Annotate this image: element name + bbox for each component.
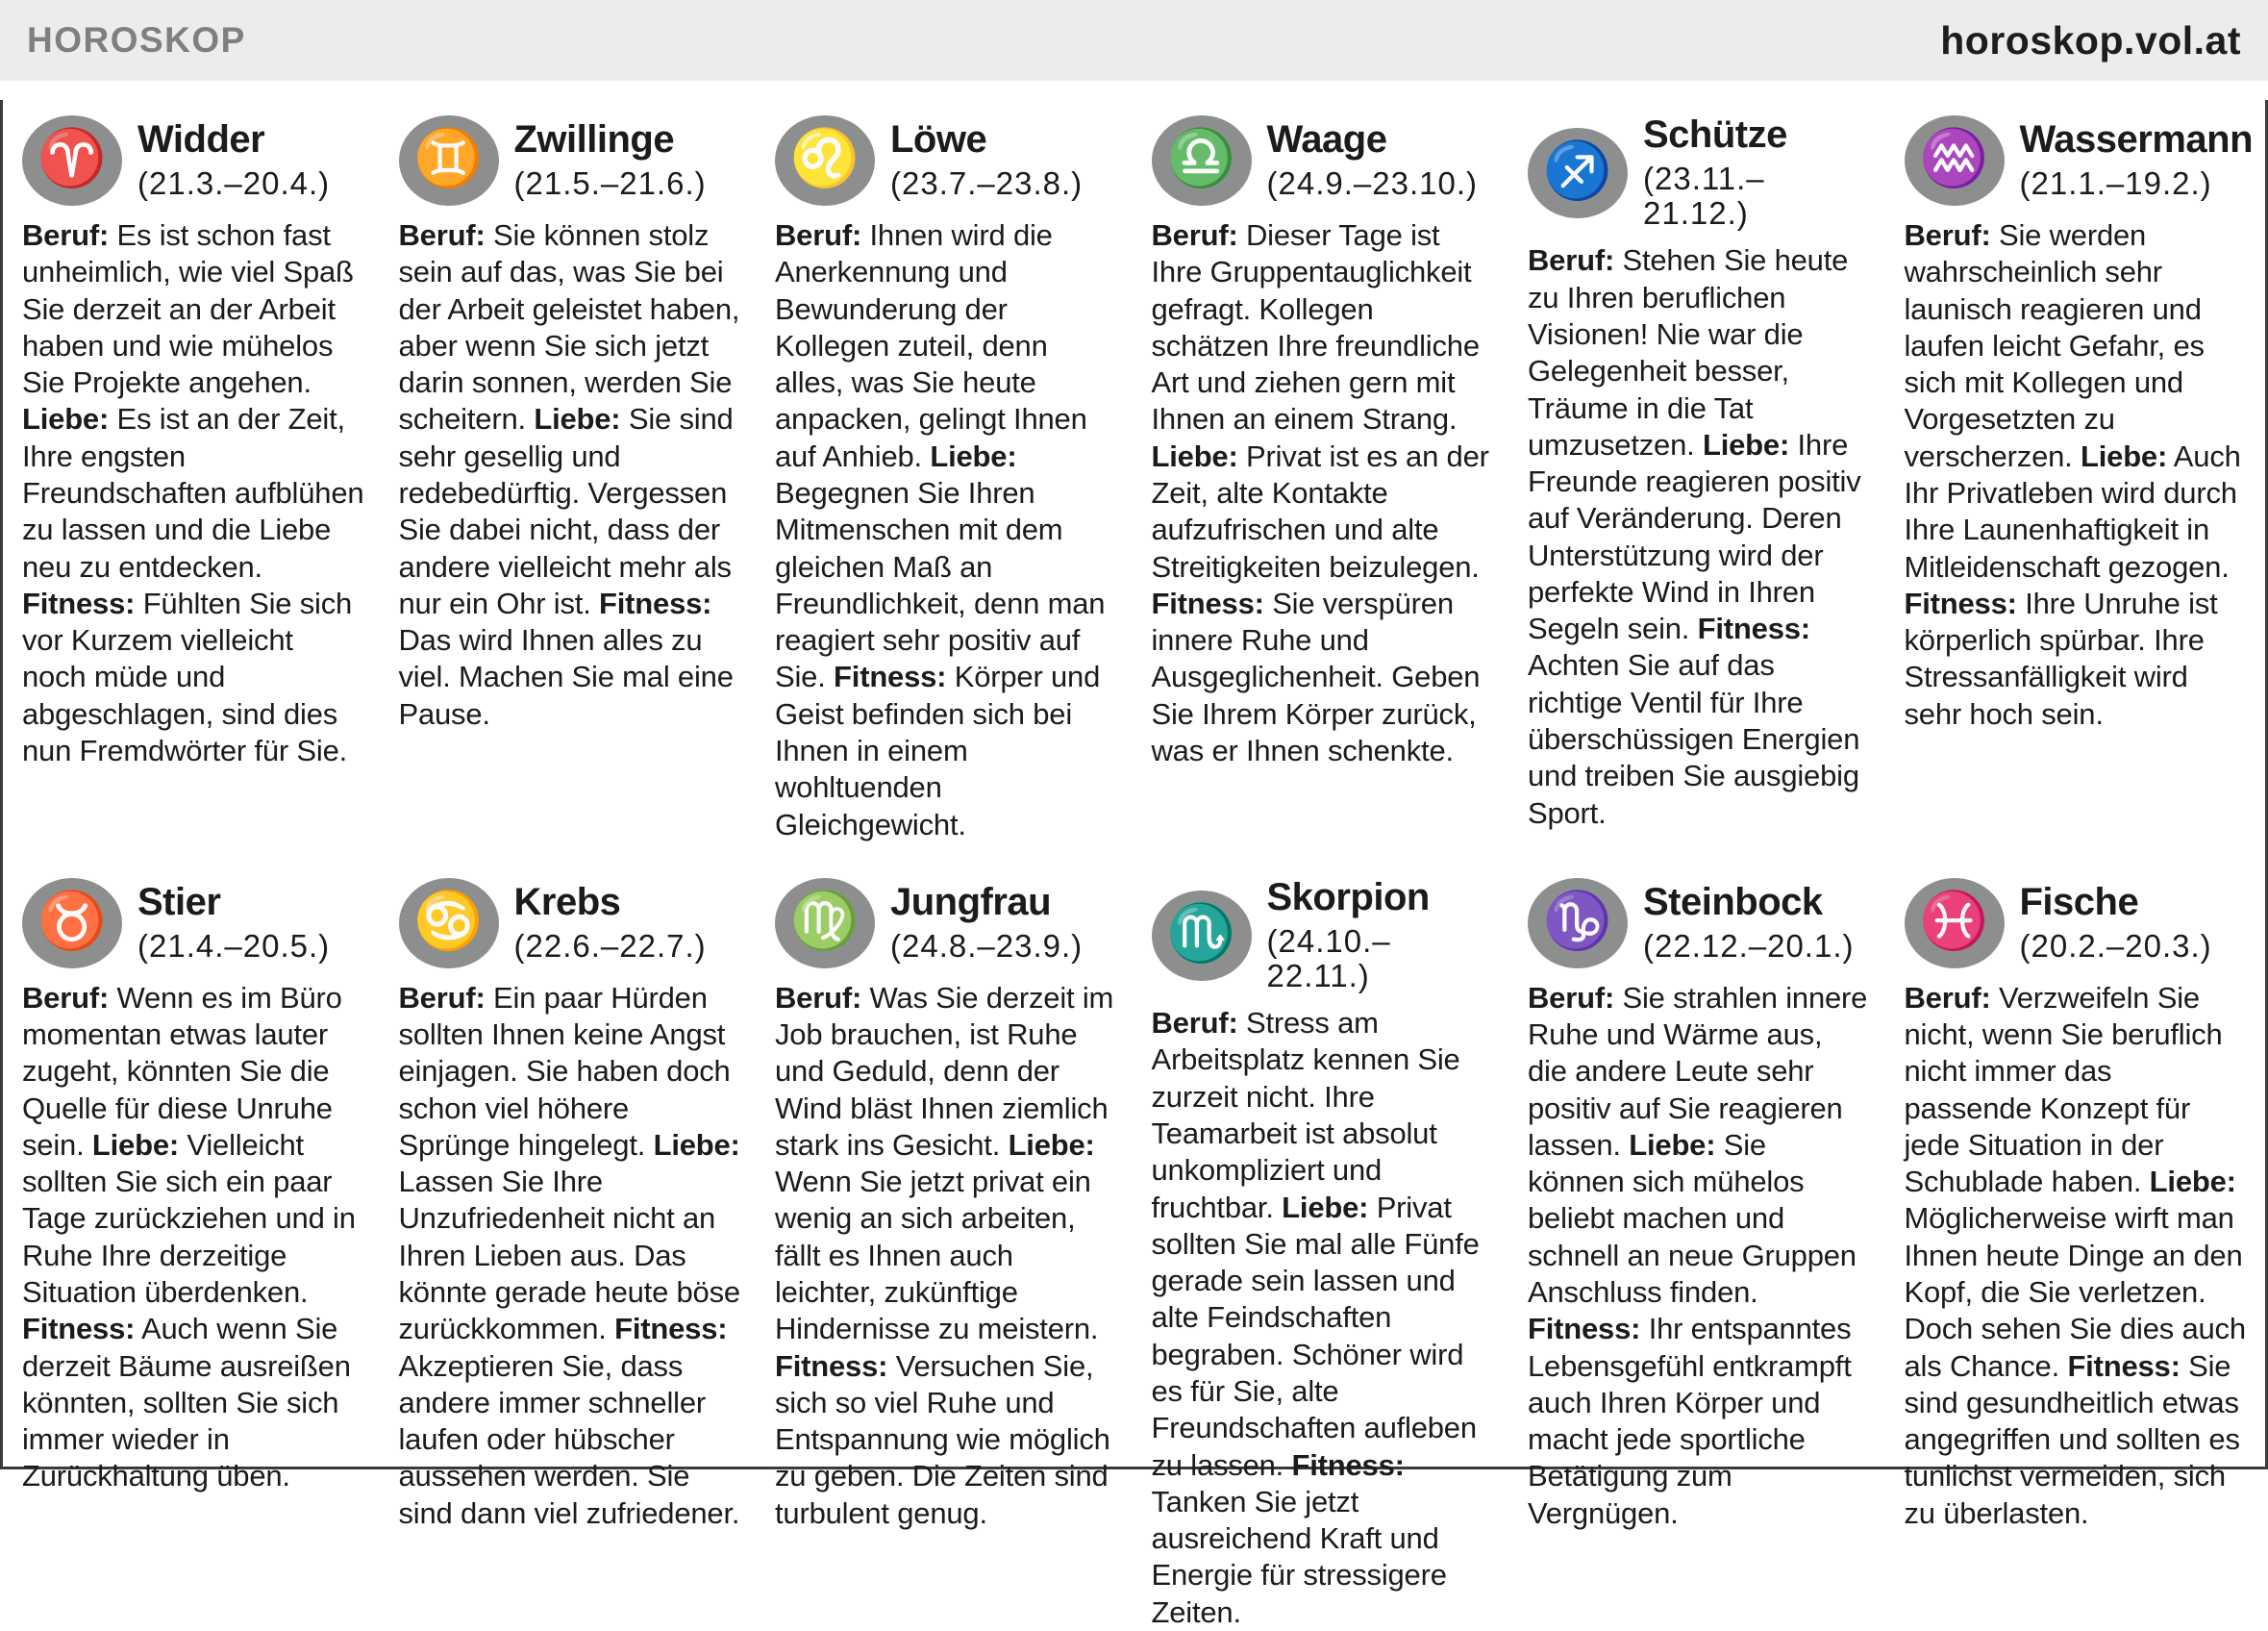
virgo-maiden-icon [775,878,875,968]
sign-name: Jungfrau [890,880,1052,923]
fitness-text: Fühlten Sie sich vor Kurzem vielleicht noch müde und abgeschlagen, sind dies nun Fremdwörter für Sie. [22,586,353,767]
page-title: HOROSKOP [27,20,246,60]
aquarius-water-bearer-icon [1905,115,2005,206]
sign-date-range: (21.5.–21.6.) [513,164,707,201]
sign-horoscope-text [775,217,1117,843]
fitness-text: Ihre Unruhe ist körperlich spürbar. Ihre Stressanfälligkeit wird sehr hoch sein. [1904,586,2218,731]
liebe-text: Vielleicht sollten Sie sich ein paar Tage zurückziehen und in Ruhe Ihre derzeitige Situation überdenken. [22,1127,356,1310]
sign-horoscope-text [399,217,741,733]
zodiac-icon-glyph: ♒ [1919,127,1989,189]
beruf-label: Beruf: [22,218,110,252]
capricorn-goat-icon [1528,878,1628,968]
sign-date-range: (21.1.–19.2.) [2019,164,2212,201]
fitness-label: Fitness: [834,660,947,694]
sign-card-header [775,878,1117,968]
sign-title-block [137,117,331,201]
sign-title-block [513,880,707,964]
leo-lion-icon [775,115,875,206]
fitness-label: Fitness: [22,1312,136,1346]
fitness-label: Fitness: [775,1348,888,1383]
liebe-text: Begegnen Sie Ihren Mitmenschen mit dem gleichen Maß an Freundlichkeit, denn man reagiert sehr positiv auf Sie. [775,475,1106,694]
beruf-label: Beruf: [775,218,862,252]
sign-name: Waage [1266,117,1387,161]
sign-name: Widder [137,117,265,161]
fitness-label: Fitness: [614,1312,728,1346]
sign-title-block [890,117,1084,201]
liebe-text: Sie können sich mühelos beliebt machen und schnell an neue Gruppen Anschluss finden. [1528,1127,1857,1310]
zodiac-icon-glyph: ♓ [1919,889,1989,952]
sign-horoscope-text [399,980,741,1532]
sign-date-range: (21.4.–20.5.) [137,927,331,964]
beruf-label: Beruf: [1904,980,1991,1015]
sign-card-fische [1905,878,2247,1631]
fitness-label: Fitness: [1151,586,1264,620]
sign-title-block [1643,115,1870,231]
sign-date-range: (24.8.–23.9.) [890,927,1084,964]
sign-card-header [22,115,364,206]
scorpio-scorpion-icon [1152,891,1252,981]
sign-card-header [1905,115,2253,206]
zodiac-icon-glyph: ♑ [1542,889,1613,952]
sign-card-header [1528,878,1870,968]
liebe-label: Liebe: [653,1127,740,1162]
sign-card-skorpion [1151,875,1494,1631]
sign-title-block [1266,117,1478,201]
fitness-text: Sie sind gesundheitlich etwas angegriffen und sollten es tunlichst vermeiden, sich zu überlasten. [1904,1348,2240,1530]
fitness-text: Körper und Geist befinden sich bei Ihnen in einem wohltuenden Gleichgewicht. [775,660,1101,841]
sign-title-block [1266,875,1494,993]
fitness-label: Fitness: [2067,1348,2181,1383]
beruf-label: Beruf: [1904,218,1991,252]
fitness-text: Auch wenn Sie derzeit Bäume ausreißen könnten, sollten Sie sich immer wieder in Zurückhaltung üben. [22,1312,351,1493]
beruf-text: Verzweifeln Sie nicht, wenn Sie beruflich nicht immer das passende Konzept für jede Situation in der Schublade haben. [1904,980,2223,1199]
fitness-label: Fitness: [1904,586,2017,620]
zodiac-icon-glyph: ♍ [789,889,860,952]
sign-date-range: (23.11.–21.12.) [1643,160,1765,232]
sign-horoscope-text [1152,1005,1494,1631]
sign-card-header [1152,875,1494,993]
sign-card-header [1905,878,2247,968]
beruf-label: Beruf: [1528,980,1615,1015]
content-frame [0,100,2268,1629]
liebe-text: Ihre Freunde reagieren positiv auf Veränderung. Deren Unterstützung wird der perfekte Wind in Ihren Segeln sein. [1528,427,1861,646]
sign-horoscope-text [1905,217,2247,733]
sign-card-waage [1152,115,1494,843]
sign-card-schuetze [1528,115,1870,843]
fitness-text: Akzeptieren Sie, dass andere immer schneller laufen oder hübscher aussehen werden. Sie sind dann viel zufriedener. [398,1348,740,1530]
sign-name: Stier [137,880,221,923]
liebe-text: Sie sind sehr gesellig und redebedürftig. Vergessen Sie dabei nicht, dass der andere vielleicht mehr als nur ein Ohr ist. [398,402,734,620]
fitness-label: Fitness: [1697,612,1810,646]
sign-name: Zwillinge [513,117,675,161]
sign-card-jungfrau [775,878,1117,1631]
beruf-text: Es ist schon fast unheimlich, wie viel Spaß Sie derzeit an der Arbeit haben und wie mühelos Sie Projekte angehen. [22,218,354,400]
zodiac-icon-glyph: ♈ [37,127,108,189]
beruf-label: Beruf: [1151,1006,1238,1041]
fitness-text: Versuchen Sie, sich so viel Ruhe und Entspannung wie möglich zu geben. Die Zeiten sind turbulent genug. [775,1348,1110,1530]
liebe-label: Liebe: [22,402,110,437]
fitness-text: Tanken Sie jetzt ausreichend Kraft und Energie für stressigere Zeiten. [1151,1484,1447,1629]
sign-name: Schütze [1643,113,1787,156]
sign-title-block [2019,117,2253,201]
fitness-label: Fitness: [22,586,136,620]
zodiac-icon-glyph: ♎ [1166,127,1236,189]
fitness-label: Fitness: [1528,1312,1641,1346]
sign-card-header [399,878,741,968]
signs-grid [22,113,2253,1631]
fitness-label: Fitness: [1291,1447,1405,1482]
sign-date-range: (24.9.–23.10.) [1266,164,1478,201]
site-url-text: horoskop.vol.at [1940,17,2241,63]
zodiac-icon-glyph: ♌ [789,127,860,189]
sign-horoscope-text [1905,980,2247,1532]
sign-card-header [399,115,741,206]
zodiac-icon-glyph: ♊ [413,127,484,189]
beruf-text: Ihnen wird die Anerkennung und Bewunderung der Kollegen zuteil, denn alles, was Sie heute anpacken, gelingt Ihnen auf Anhieb. [775,218,1087,473]
sign-card-steinbock [1528,878,1870,1631]
beruf-text: Sie können stolz sein auf das, was Sie bei der Arbeit geleistet haben, aber wenn Sie sich jetzt darin sonnen, werden Sie scheitern. [398,218,740,437]
beruf-label: Beruf: [22,980,110,1015]
beruf-text: Stress am Arbeitsplatz kennen Sie zurzeit nicht. Ihre Teamarbeit ist absolut unkompliziert und fruchtbar. [1151,1006,1460,1224]
beruf-label: Beruf: [1528,243,1615,278]
liebe-label: Liebe: [2149,1165,2236,1199]
liebe-label: Liebe: [1282,1190,1369,1224]
sign-title-block [513,117,707,201]
masthead [0,0,2268,81]
liebe-text: Es ist an der Zeit, Ihre engsten Freundschaften aufblühen zu lassen und die Liebe neu zu entdecken. [22,402,364,584]
liebe-text: Lassen Sie Ihre Unzufriedenheit nicht an Ihren Lieben aus. Das könnte gerade heute böse zurückkommen. [398,1165,740,1346]
sign-card-stier [22,878,364,1631]
sign-card-wassermann [1904,115,2253,843]
liebe-text: Auch Ihr Privatleben wird durch Ihre Launenhaftigkeit in Mitleidenschaft gezogen. [1904,439,2241,584]
sign-name: Skorpion [1266,875,1430,918]
sign-date-range: (21.3.–20.4.) [137,164,331,201]
sign-horoscope-text [1152,217,1494,769]
fitness-text: Ihr entspanntes Lebensgefühl entkrampft auch Ihren Körper und macht jede sportliche Betätigung zum Vergnügen. [1528,1312,1852,1530]
liebe-label: Liebe: [1151,439,1238,473]
sign-horoscope-text [775,980,1117,1532]
liebe-label: Liebe: [1702,427,1790,462]
beruf-label: Beruf: [398,218,486,252]
beruf-label: Beruf: [775,980,862,1015]
beruf-label: Beruf: [398,980,486,1015]
liebe-label: Liebe: [1629,1127,1716,1162]
beruf-text: Dieser Tage ist Ihre Gruppentauglichkeit gefragt. Kollegen schätzen Ihre freundliche Art und ziehen gern mit Ihnen an einem Strang. [1151,218,1480,437]
zodiac-icon-glyph: ♉ [37,889,108,952]
zodiac-icon-glyph: ♐ [1542,139,1613,203]
sign-name: Krebs [513,880,621,923]
aries-ram-icon [22,115,122,206]
liebe-label: Liebe: [91,1127,179,1162]
sign-card-zwillinge [399,115,741,843]
sign-card-widder [22,115,364,843]
taurus-bull-icon [22,878,122,968]
sign-date-range: (23.7.–23.8.) [890,164,1084,201]
sign-name: Fische [2019,880,2139,923]
liebe-label: Liebe: [930,439,1017,473]
sign-card-krebs [399,878,741,1631]
sign-horoscope-text [1528,242,1870,832]
sign-card-header [775,115,1117,206]
cancer-crab-icon [399,878,499,968]
liebe-text: Privat sollten Sie mal alle Fünfe gerade sein lassen und alte Feindschaften begraben. Schöner wird es für Sie, alte Freundschaften aufleben zu lassen. [1151,1190,1480,1482]
liebe-text: Privat ist es an der Zeit, alte Kontakte aufzufrischen und alte Streitigkeiten beizulegen. [1151,439,1489,584]
liebe-label: Liebe: [534,402,621,437]
liebe-label: Liebe: [2081,439,2168,473]
sign-card-header [1152,115,1494,206]
sign-horoscope-text [1528,980,1870,1532]
fitness-label: Fitness: [599,586,712,620]
libra-scales-icon [1152,115,1252,206]
sign-name: Wassermann [2019,117,2253,161]
beruf-label: Beruf: [1151,218,1238,252]
beruf-text: Ein paar Hürden sollten Ihnen keine Angst einjagen. Sie haben doch schon viel höhere Sprünge hingelegt. [398,980,731,1162]
sagittarius-archer-icon [1528,128,1628,218]
sign-date-range: (24.10.–22.11.) [1266,922,1391,993]
beruf-text: Sie werden wahrscheinlich sehr launisch reagieren und laufen leicht Gefahr, es sich mit Kollegen und Vorgesetzten zu verscherzen. [1904,218,2205,473]
zodiac-icon-glyph: ♏ [1166,901,1236,965]
fitness-text: Sie verspüren innere Ruhe und Ausgeglichenheit. Geben Sie Ihrem Körper zurück, was er Ihnen schenkte. [1151,586,1481,767]
liebe-text: Wenn Sie jetzt privat ein wenig an sich arbeiten, fällt es Ihnen auch leichter, zukünftige Hindernisse zu meistern. [775,1165,1099,1346]
sign-card-loewe [775,115,1117,843]
sign-card-header [1528,115,1870,231]
sign-name: Steinbock [1643,880,1823,923]
fitness-text: Achten Sie auf das richtige Ventil für Ihre überschüssigen Energien und treiben Sie ausgiebig Sport. [1528,648,1860,830]
sign-name: Löwe [890,117,987,161]
beruf-text: Sie strahlen innere Ruhe und Wärme aus, die andere Leute sehr positiv auf Sie reagieren lassen. [1528,980,1868,1162]
beruf-text: Stehen Sie heute zu Ihren beruflichen Visionen! Nie war die Gelegenheit besser, Träume in die Tat umzusetzen. [1528,243,1849,462]
liebe-label: Liebe: [1008,1127,1095,1162]
zodiac-icon-glyph: ♋ [413,889,484,952]
sign-title-block [890,880,1084,964]
liebe-text: Möglicherweise wirft man Ihnen heute Dinge an den Kopf, die Sie verletzen. Doch sehen Sie dies auch als Chance. [1904,1201,2246,1383]
sign-title-block [2019,880,2212,964]
beruf-text: Wenn es im Büro momentan etwas lauter zugeht, könnten Sie die Quelle für diese Unruhe sein. [22,980,342,1162]
beruf-text: Was Sie derzeit im Job brauchen, ist Ruhe und Geduld, denn der Wind bläst Ihnen ziemlich stark ins Gesicht. [775,980,1114,1162]
sign-horoscope-text [22,217,364,769]
sign-date-range: (22.6.–22.7.) [513,927,707,964]
sign-date-range: (22.12.–20.1.) [1643,927,1855,964]
sign-title-block [1643,880,1855,964]
sign-card-header [22,878,364,968]
sign-horoscope-text [22,980,364,1495]
pisces-fishes-icon [1905,878,2005,968]
gemini-twins-icon [399,115,499,206]
fitness-text: Das wird Ihnen alles zu viel. Machen Sie mal eine Pause. [398,623,734,731]
sign-title-block [137,880,331,964]
sign-date-range: (20.2.–20.3.) [2019,927,2212,964]
